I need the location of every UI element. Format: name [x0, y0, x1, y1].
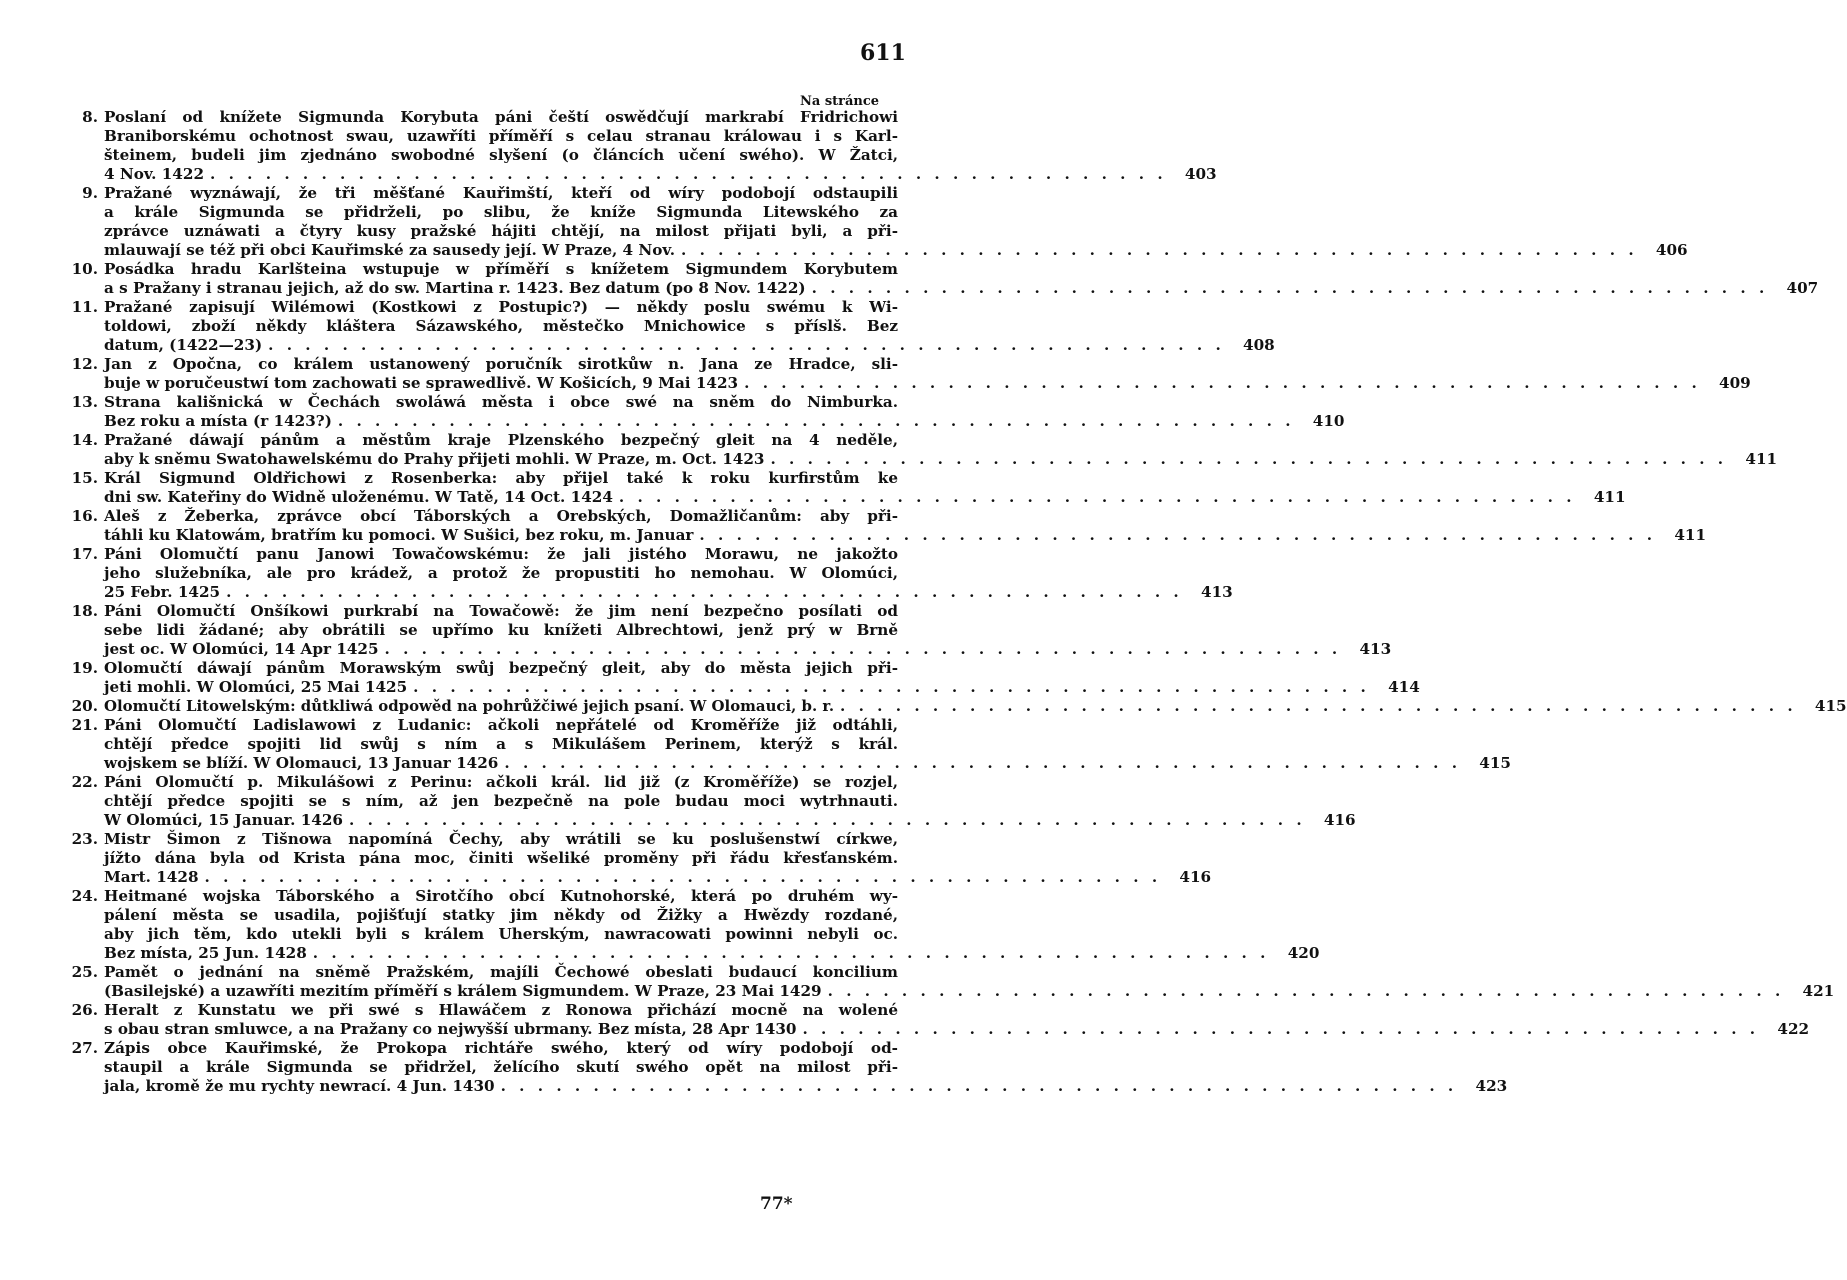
- entry-text: [104, 1039, 1508, 1096]
- page-reference: 413: [1201, 583, 1233, 601]
- entry-line: Poslaní od knížete Sigmunda Korybuta páni čeští oswědčují markrabí Fridrichowi: [104, 108, 898, 126]
- entry-text: [104, 507, 1707, 545]
- column-header: Na stránce: [800, 94, 880, 109]
- list-item: [58, 108, 1217, 184]
- entry-last-text: buje w poručeustwí tom zachowati se sprawedlivě. W Košicích, 9 Mai 1423: [104, 374, 739, 392]
- page-reference: 416: [1179, 868, 1212, 886]
- entry-number: 27.: [71, 1039, 98, 1057]
- entry-text: [104, 887, 1320, 963]
- page-reference: 411: [1593, 488, 1626, 506]
- entry-text: [104, 184, 1688, 260]
- dot-leader: . . . . . . . . . . . . . . . . . . . . . . . . . . . . . . . . . . . . . . . . . . . . . . . . . . . .: [384, 640, 1342, 658]
- entry-last-line: [104, 526, 1707, 545]
- page-reference: 423: [1475, 1077, 1508, 1095]
- entry-line: Páni Olomučtí Ladislawowi z Ludanic: ačkoli nepřátelé od Kroměříže již odtáhli,: [104, 716, 898, 734]
- entry-number: 16.: [71, 507, 98, 525]
- entry-text: [104, 716, 1511, 773]
- entry-last-text: aby k sněmu Swatohawelskému do Prahy přijeti mohli. W Praze, m. Oct. 1423: [104, 450, 765, 468]
- dot-leader: . . . . . . . . . . . . . . . . . . . . . . . . . . . . . . . . . . . . . . . . . . . . . . . . . . . .: [802, 1020, 1760, 1038]
- page-reference: 403: [1184, 165, 1217, 183]
- entry-line: Páni Olomučtí p. Mikulášowi z Perinu: ačkoli král. lid již (z Kroměříže) se rozjel,: [104, 773, 898, 791]
- list-item: [58, 545, 1233, 602]
- entry-number: 13.: [71, 393, 98, 411]
- entry-last-line: [104, 754, 1511, 773]
- entry-last-text: 4 Nov. 1422: [104, 165, 205, 183]
- entry-text: [104, 659, 1420, 697]
- dot-leader: . . . . . . . . . . . . . . . . . . . . . . . . . . . . . . . . . . . . . . . . . . . . . . . . . . . .: [699, 526, 1657, 544]
- entry-last-line: [104, 450, 1778, 469]
- entry-last-text: a s Pražany i stranau jejich, až do sw. Martina r. 1423. Bez datum (po 8 Nov. 1422): [104, 279, 806, 297]
- page-reference: 411: [1745, 450, 1778, 468]
- entry-number: 9.: [82, 184, 98, 202]
- dot-leader: . . . . . . . . . . . . . . . . . . . . . . . . . . . . . . . . . . . . . . . . . . . . . . . . . . . .: [811, 279, 1769, 297]
- entry-text: [104, 355, 1751, 393]
- entry-line: staupil a krále Sigmunda se přidržel, želícího skutí swého opět na milost při-: [104, 1058, 898, 1076]
- list-item: [58, 260, 1819, 298]
- dot-leader: . . . . . . . . . . . . . . . . . . . . . . . . . . . . . . . . . . . . . . . . . . . . . . . . . . . .: [827, 982, 1785, 1000]
- entry-last-line: [104, 336, 1275, 355]
- entry-number: 10.: [71, 260, 98, 278]
- entry-line: Mistr Šimon z Tišnowa napomíná Čechy, aby wrátili se ku poslušenstwí církwe,: [104, 830, 898, 848]
- dot-leader: . . . . . . . . . . . . . . . . . . . . . . . . . . . . . . . . . . . . . . . . . . . . . . . . . . . .: [770, 450, 1728, 468]
- entry-last-text: datum, (1422—23): [104, 336, 263, 354]
- entry-line: šteinem, budeli jim zjednáno swobodné slyšení (o článcích učení swého). W Žatci,: [104, 146, 898, 164]
- entry-line: Páni Olomučtí Onšíkowi purkrabí na Towačowě: že jim není bezpečno posílati od: [104, 602, 898, 620]
- entry-line: jížto dána byla od Krista pána moc, činiti wšeliké proměny při řádu křesťanském.: [104, 849, 898, 867]
- entry-last-line: [104, 241, 1688, 260]
- entry-text: [104, 260, 1819, 298]
- entry-line: aby jich těm, kdo utekli byli s králem Uherským, nawracowati powinni nebyli oc.: [104, 925, 898, 943]
- entry-number: 19.: [71, 659, 98, 677]
- dot-leader: . . . . . . . . . . . . . . . . . . . . . . . . . . . . . . . . . . . . . . . . . . . . . . . . . . . .: [337, 412, 1295, 430]
- entry-text: [104, 963, 1835, 1001]
- entry-line: jeho služebníka, ale pro krádež, a protož že propustiti ho nemohau. W Olomúci,: [104, 564, 898, 582]
- entry-last-line: [104, 488, 1626, 507]
- page-reference: 414: [1388, 678, 1420, 696]
- entry-line: pálení města se usadila, pojišťují statky jim někdy od Žižky a Hwězdy rozdané,: [104, 906, 898, 924]
- entry-line: chtějí předce spojiti lid swůj s ním a s Mikulášem Perinem, kterýž s král.: [104, 735, 898, 753]
- list-item: [58, 431, 1778, 469]
- entry-text: [104, 545, 1233, 602]
- entry-line: Olomučtí dáwají pánům Morawským swůj bezpečný gleit, aby do města jejich při-: [104, 659, 898, 677]
- entry-last-text: jeti mohli. W Olomúci, 25 Mai 1425: [104, 678, 408, 696]
- page-reference: 416: [1323, 811, 1356, 829]
- list-item: [58, 830, 1212, 887]
- dot-leader: . . . . . . . . . . . . . . . . . . . . . . . . . . . . . . . . . . . . . . . . . . . . . . . . . . . .: [312, 944, 1270, 962]
- entry-text: [104, 697, 1847, 716]
- entry-number: 26.: [71, 1001, 98, 1019]
- entry-text: [104, 431, 1778, 469]
- list-item: [58, 355, 1751, 393]
- entry-last-text: (Basilejské) a uzawříti mezitím příměří s králem Sigmundem. W Praze, 23 Mai 1429: [104, 982, 822, 1000]
- dot-leader: . . . . . . . . . . . . . . . . . . . . . . . . . . . . . . . . . . . . . . . . . . . . . . . . . . . .: [500, 1077, 1458, 1095]
- page-reference: 411: [1674, 526, 1707, 544]
- list-item: [58, 393, 1345, 431]
- entry-last-line: [104, 279, 1819, 298]
- entry-line: Pamět o jednání na sněmě Pražském, majíli Čechowé obeslati budaucí koncilium: [104, 963, 898, 981]
- list-item: [58, 659, 1420, 697]
- entry-last-line: [104, 868, 1212, 887]
- entry-last-line: [104, 811, 1356, 830]
- entry-last-text: s obau stran smluwce, a na Pražany co nejwyšší ubrmany. Bez místa, 28 Apr 1430: [104, 1020, 797, 1038]
- entry-last-text: jest oc. W Olomúci, 14 Apr 1425: [104, 640, 379, 658]
- entry-line: Jan z Opočna, co králem ustanowený poručník sirotkůw n. Jana ze Hradce, sli-: [104, 355, 898, 373]
- list-item: [58, 773, 1356, 830]
- entry-number: 17.: [71, 545, 98, 563]
- entry-last-line: [104, 412, 1345, 431]
- page-reference: 420: [1287, 944, 1320, 962]
- entry-line: zprávce uznáwati a čtyry kusy pražské hájiti chtějí, na milost přijati byli, a při-: [104, 222, 898, 240]
- entry-last-text: jala, kromě že mu rychty newrací. 4 Jun. 1430: [104, 1077, 495, 1095]
- entry-last-text: táhli ku Klatowám, bratřím ku pomoci. W Sušici, bez roku, m. Januar: [104, 526, 694, 544]
- list-item: [58, 697, 1847, 716]
- entry-last-line: [104, 697, 1847, 716]
- entry-last-line: [104, 678, 1420, 697]
- page-reference: 421: [1802, 982, 1835, 1000]
- list-item: [58, 507, 1707, 545]
- entry-last-text: Bez roku a místa (r 1423?): [104, 412, 332, 430]
- entry-last-line: [104, 583, 1233, 602]
- page-reference: 410: [1312, 412, 1345, 430]
- entry-line: Heitmané wojska Táborského a Sirotčího obcí Kutnohorské, která po druhém wy-: [104, 887, 898, 905]
- page-reference: 406: [1655, 241, 1688, 259]
- entry-number: 14.: [71, 431, 98, 449]
- entry-line: Aleš z Žeberka, zprávce obcí Táborských a Orebských, Domažličanům: aby při-: [104, 507, 898, 525]
- entry-number: 12.: [71, 355, 98, 373]
- list-item: [58, 184, 1688, 260]
- entry-text: [104, 602, 1392, 659]
- dot-leader: . . . . . . . . . . . . . . . . . . . . . . . . . . . . . . . . . . . . . . . . . . . . . . . . . . . .: [618, 488, 1576, 506]
- list-item: [58, 602, 1392, 659]
- entry-last-line: [104, 165, 1217, 184]
- entry-last-line: [104, 982, 1835, 1001]
- page-number: 611: [860, 40, 906, 66]
- dot-leader: . . . . . . . . . . . . . . . . . . . . . . . . . . . . . . . . . . . . . . . . . . . . . . . . . . . .: [840, 697, 1797, 715]
- entry-number: 20.: [71, 697, 98, 715]
- entry-line: Král Sigmund Oldřichowi z Rosenberka: aby přijel také k roku kurfirstům ke: [104, 469, 898, 487]
- entry-last-text: Bez místa, 25 Jun. 1428: [104, 944, 307, 962]
- entry-text: [104, 108, 1217, 184]
- page-reference: 413: [1359, 640, 1392, 658]
- list-item: [58, 1001, 1810, 1039]
- list-item: [58, 963, 1835, 1001]
- entry-line: chtějí předce spojiti se s ním, až jen bezpečně na pole budau moci wytrhnauti.: [104, 792, 898, 810]
- entry-number: 8.: [82, 108, 98, 126]
- entry-last-text: dni sw. Kateřiny do Widně uloženému. W Tatě, 14 Oct. 1424: [104, 488, 613, 506]
- entry-line: Heralt z Kunstatu we při swé s Hlawáčem z Ronowa přichází mocně na wolené: [104, 1001, 898, 1019]
- entry-line: toldowi, zboží někdy kláštera Sázawského, městečko Mnichowice s příslš. Bez: [104, 317, 898, 335]
- page-reference: 415: [1479, 754, 1511, 772]
- entry-text: [104, 773, 1356, 830]
- entry-number: 25.: [71, 963, 98, 981]
- entry-last-text: mlauwají se též při obci Kauřimské za sausedy její. W Praze, 4 Nov.: [104, 241, 676, 259]
- list-item: [58, 298, 1275, 355]
- entry-line: Braniborskému ochotnost swau, uzawříti příměří s celau stranau králowau i s Karl-: [104, 127, 898, 145]
- entry-last-line: [104, 944, 1320, 963]
- entry-last-text: Olomučtí Litowelským: důtkliwá odpowěd na pohrůžčiwé jejich psaní. W Olomauci, b. r.: [104, 697, 835, 715]
- entry-last-text: Mart. 1428: [104, 868, 199, 886]
- dot-leader: . . . . . . . . . . . . . . . . . . . . . . . . . . . . . . . . . . . . . . . . . . . . . . . . . . . .: [413, 678, 1370, 696]
- entry-number: 11.: [71, 298, 98, 316]
- list-item: [58, 1039, 1508, 1096]
- entry-list: [58, 108, 1847, 1096]
- entry-line: Pražané dáwají pánům a městům kraje Plzenského bezpečný gleit na 4 neděle,: [104, 431, 898, 449]
- dot-leader: . . . . . . . . . . . . . . . . . . . . . . . . . . . . . . . . . . . . . . . . . . . . . . . . . . . .: [504, 754, 1461, 772]
- signature-mark: 77*: [760, 1194, 793, 1214]
- dot-leader: . . . . . . . . . . . . . . . . . . . . . . . . . . . . . . . . . . . . . . . . . . . . . . . . . . . .: [226, 583, 1183, 601]
- entry-last-line: [104, 1077, 1508, 1096]
- entry-line: Pražané zapisují Wilémowi (Kostkowi z Postupic?) — někdy poslu swému k Wi-: [104, 298, 898, 316]
- entry-last-line: [104, 374, 1751, 393]
- entry-line: a krále Sigmunda se přidrželi, po slibu, že kníže Sigmunda Litewského za: [104, 203, 898, 221]
- entry-number: 21.: [71, 716, 98, 734]
- entry-line: sebe lidi žádané; aby obrátili se upřímo ku knížeti Albrechtowi, jenž prý w Brně: [104, 621, 898, 639]
- list-item: [58, 716, 1511, 773]
- entry-last-text: wojskem se blíží. W Olomauci, 13 Januar 1426: [104, 754, 499, 772]
- entry-last-text: 25 Febr. 1425: [104, 583, 221, 601]
- dot-leader: . . . . . . . . . . . . . . . . . . . . . . . . . . . . . . . . . . . . . . . . . . . . . . . . . . . .: [681, 241, 1638, 259]
- entry-text: [104, 1001, 1810, 1039]
- dot-leader: . . . . . . . . . . . . . . . . . . . . . . . . . . . . . . . . . . . . . . . . . . . . . . . . . . . .: [204, 868, 1162, 886]
- entry-last-line: [104, 640, 1392, 659]
- entry-number: 18.: [71, 602, 98, 620]
- page-reference: 407: [1786, 279, 1819, 297]
- entry-text: [104, 393, 1345, 431]
- entry-last-text: W Olomúci, 15 Januar. 1426: [104, 811, 344, 829]
- entry-number: 24.: [71, 887, 98, 905]
- entry-number: 15.: [71, 469, 98, 487]
- page-reference: 408: [1243, 336, 1275, 354]
- entry-last-line: [104, 1020, 1810, 1039]
- entry-text: [104, 830, 1212, 887]
- page-reference: 415: [1814, 697, 1847, 715]
- entry-line: Pražané wyznáwají, že tři měšťané Kauřimští, kteří od wíry podobojí odstaupili: [104, 184, 898, 202]
- page-reference: 422: [1777, 1020, 1810, 1038]
- dot-leader: . . . . . . . . . . . . . . . . . . . . . . . . . . . . . . . . . . . . . . . . . . . . . . . . . . . .: [268, 336, 1225, 354]
- dot-leader: . . . . . . . . . . . . . . . . . . . . . . . . . . . . . . . . . . . . . . . . . . . . . . . . . . . .: [349, 811, 1306, 829]
- entry-text: [104, 469, 1626, 507]
- page-reference: 409: [1719, 374, 1751, 392]
- entry-text: [104, 298, 1275, 355]
- entry-line: Posádka hradu Karlšteina wstupuje w příměří s knížetem Sigmundem Korybutem: [104, 260, 898, 278]
- dot-leader: . . . . . . . . . . . . . . . . . . . . . . . . . . . . . . . . . . . . . . . . . . . . . . . . . . . .: [744, 374, 1701, 392]
- dot-leader: . . . . . . . . . . . . . . . . . . . . . . . . . . . . . . . . . . . . . . . . . . . . . . . . . . . .: [210, 165, 1167, 183]
- list-item: [58, 469, 1626, 507]
- entry-line: Zápis obce Kauřimské, že Prokopa richtáře swého, který od wíry podobojí od-: [104, 1039, 898, 1057]
- list-item: [58, 887, 1320, 963]
- entry-line: Strana kališnická w Čechách swoláwá města i obce swé na sněm do Nimburka.: [104, 393, 898, 411]
- entry-number: 22.: [71, 773, 98, 791]
- entry-line: Páni Olomučtí panu Janowi Towačowskému: že jali jistého Morawu, ne jakožto: [104, 545, 898, 563]
- entry-number: 23.: [71, 830, 98, 848]
